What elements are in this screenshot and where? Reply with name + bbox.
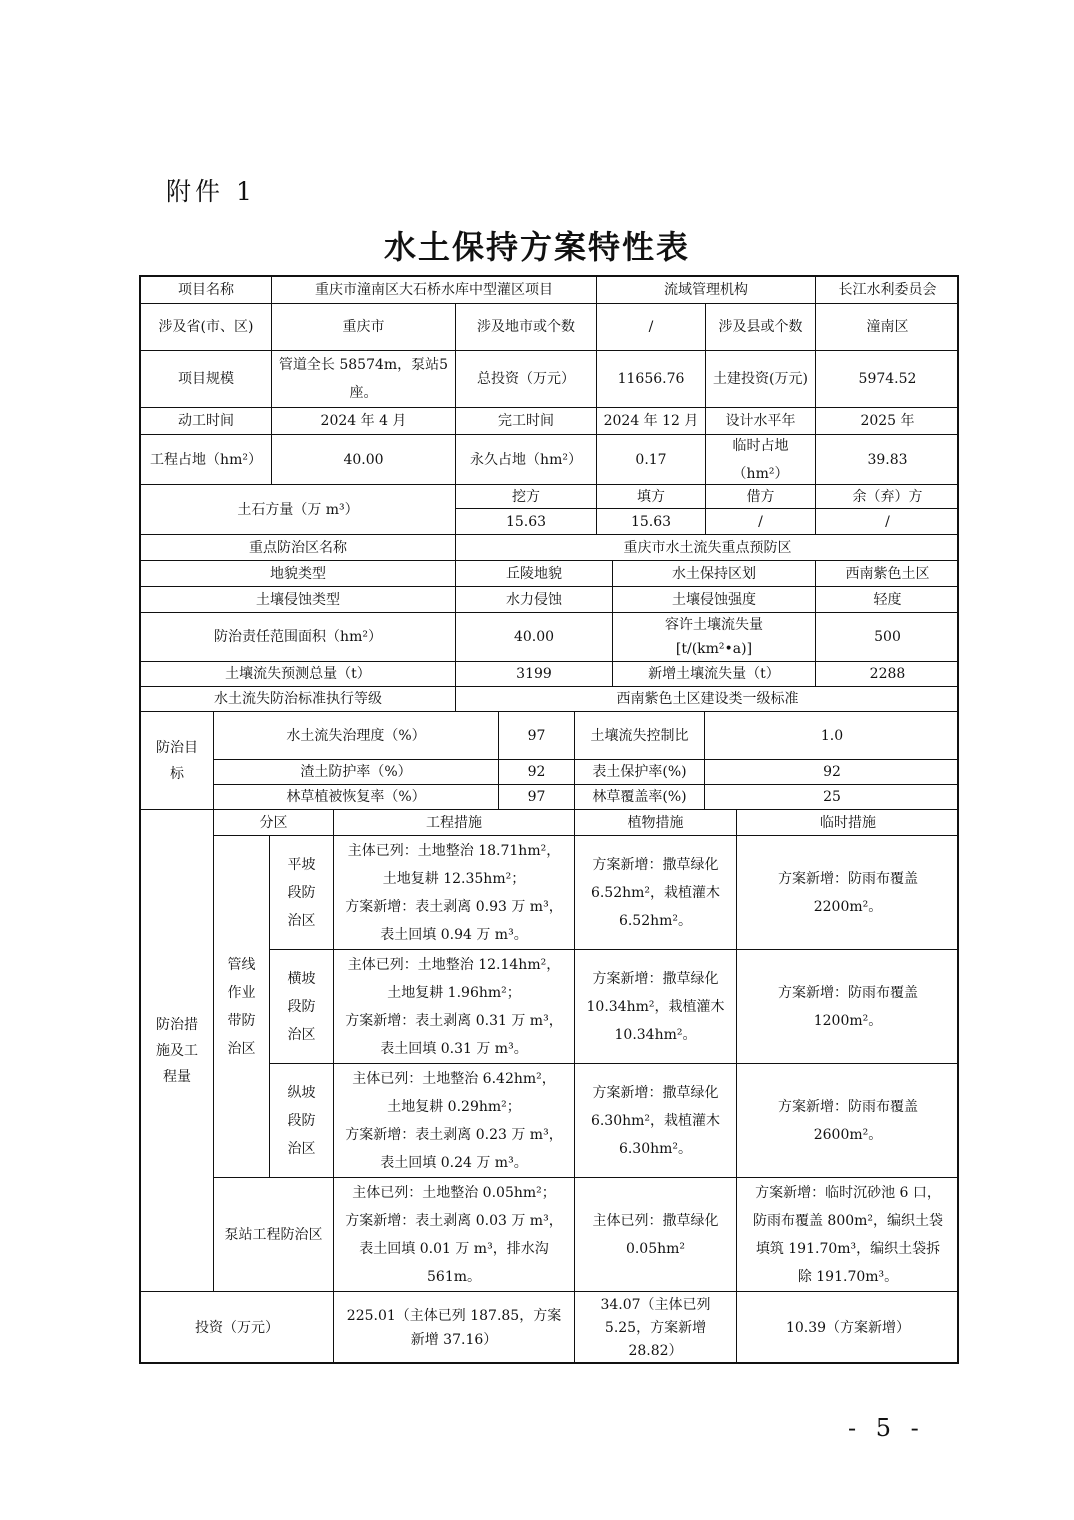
standard: 西南紫色土区建设类一级标准 (456, 687, 959, 712)
total-invest-label: 总投资（万元） (456, 351, 597, 408)
subzone-3-plant-line: 方案新增：撒草绿化 (592, 1084, 719, 1101)
pump-temp-line: 除 191.70m³。 (797, 1268, 899, 1285)
header-zone: 分区 (214, 810, 334, 836)
target-6-value: 25 (705, 785, 959, 810)
invest-temp: 10.39（方案新增） (785, 1320, 911, 1336)
target-5-label: 林草植被恢复率（%） (214, 785, 499, 810)
pipeline-zone-label: 管线作业带防治区 (214, 836, 270, 1178)
subzone-2-eng-line: 主体已列：土地整治 12.14hm²， (347, 956, 561, 973)
subzone-3-plant-line: 6.30hm²。 (618, 1140, 693, 1157)
subzone-3-name: 纵坡段防治区 (270, 1064, 334, 1178)
page-number: - 5 - (848, 1414, 925, 1442)
county: 潼南区 (816, 304, 959, 351)
earth-label: 土石方量（万 m³） (141, 485, 456, 535)
target-1-value: 97 (499, 712, 575, 760)
subzone-1-plant (575, 836, 737, 950)
landform: 丘陵地貌 (456, 561, 613, 587)
header-plant: 植物措施 (575, 810, 737, 836)
erosion-intensity: 轻度 (816, 587, 959, 613)
pump-eng-line: 表土回填 0.01 万 m³，排水沟 (359, 1240, 549, 1257)
subzone-3-temp-line: 2600m²。 (813, 1126, 883, 1143)
civil-invest-label: 土建投资(万元) (706, 351, 816, 408)
table-title: 水土保持方案特性表 (383, 228, 690, 266)
pump-eng-line: 561m。 (427, 1268, 481, 1285)
subzone-1-plant-line: 方案新增：撒草绿化 (592, 856, 719, 873)
perm-land: 0.17 (597, 435, 706, 485)
resp-area: 40.00 (456, 613, 613, 662)
subzone-2-eng-line: 方案新增：表土剥离 0.31 万 m³， (345, 1012, 563, 1029)
predict: 3199 (456, 662, 613, 687)
subzone-2-plant-line: 方案新增：撒草绿化 (592, 970, 719, 987)
subzone-2-eng-line: 土地复耕 1.96hm²； (387, 984, 521, 1001)
spoil: / (816, 509, 959, 535)
resp-area-label: 防治责任范围面积（hm²） (141, 613, 456, 662)
design-year-label: 设计水平年 (706, 408, 816, 435)
allow-loss-label-cell (613, 613, 816, 662)
temp-land: 39.83 (816, 435, 959, 485)
target-3-value: 92 (499, 760, 575, 785)
pump-eng-line: 主体已列：土地整治 0.05hm²； (352, 1184, 556, 1201)
allow-loss-label: 容许土壤流失量 (665, 617, 763, 633)
header-temp: 临时措施 (737, 810, 959, 836)
city-count: / (597, 304, 706, 351)
subzone-1-temp-line: 2200m²。 (813, 898, 883, 915)
province: 重庆市 (272, 304, 456, 351)
erosion-type: 水力侵蚀 (456, 587, 613, 613)
subzone-1-eng-line: 表土回填 0.94 万 m³。 (380, 926, 528, 943)
perm-land-label: 永久占地（hm²） (456, 435, 597, 485)
basin-org: 长江水利委员会 (816, 277, 959, 304)
pump-eng (334, 1178, 575, 1292)
civil-invest: 5974.52 (816, 351, 959, 408)
subzone-2-plant (575, 950, 737, 1064)
total-invest: 11656.76 (597, 351, 706, 408)
subzone-3-eng-line: 土地复耕 0.29hm²； (387, 1098, 521, 1115)
targets-group-label: 防治目标 (141, 712, 214, 810)
measures-group-label: 防治措施及工程量 (141, 810, 214, 1292)
design-year: 2025 年 (816, 408, 959, 435)
cut-label: 挖方 (456, 485, 597, 509)
pump-plant-line: 0.05hm² (625, 1240, 686, 1257)
land: 40.00 (272, 435, 456, 485)
subzone-3-eng (334, 1064, 575, 1178)
scale: 管道全长 58574m，泵站5座。 (272, 351, 456, 408)
target-6-label: 林草覆盖率(%) (575, 785, 705, 810)
pump-eng-line: 方案新增：表土剥离 0.03 万 m³， (345, 1212, 563, 1229)
spoil-label: 余（弃）方 (816, 485, 959, 509)
subzone-1-temp (737, 836, 959, 950)
target-4-value: 92 (705, 760, 959, 785)
pump-temp-line: 防雨布覆盖 800m²，编织土袋 (752, 1212, 944, 1229)
erosion-intensity-label: 土壤侵蚀强度 (613, 587, 816, 613)
end-label: 完工时间 (456, 408, 597, 435)
subzone-1-plant-line: 6.52hm²，栽植灌木 (590, 884, 721, 901)
allow-loss-unit: [t/(km²•a)] (675, 641, 753, 657)
subzone-1-eng (334, 836, 575, 950)
start: 2024 年 4 月 (272, 408, 456, 435)
subzone-3-eng-line: 主体已列：土地整治 6.42hm²， (352, 1070, 556, 1087)
division-label: 水土保持区划 (613, 561, 816, 587)
characteristics-table (139, 275, 959, 1364)
target-2-value: 1.0 (705, 712, 959, 760)
new-loss: 2288 (816, 662, 959, 687)
target-5-value: 97 (499, 785, 575, 810)
invest-label: 投资（万元） (141, 1292, 334, 1364)
subzone-3-eng-line: 方案新增：表土剥离 0.23 万 m³， (345, 1126, 563, 1143)
subzone-3-plant-line: 6.30hm²，栽植灌木 (590, 1112, 721, 1129)
division: 西南紫色土区 (816, 561, 959, 587)
city-count-label: 涉及地市或个数 (456, 304, 597, 351)
subzone-3-temp-line: 方案新增：防雨布覆盖 (778, 1098, 918, 1115)
pump-temp-line: 方案新增：临时沉砂池 6 口， (755, 1184, 941, 1201)
start-label: 动工时间 (141, 408, 272, 435)
land-label: 工程占地（hm²） (141, 435, 272, 485)
pump-temp (737, 1178, 959, 1292)
allow-loss: 500 (816, 613, 959, 662)
subzone-1-temp-line: 方案新增：防雨布覆盖 (778, 870, 918, 887)
project-name-label: 项目名称 (141, 277, 272, 304)
erosion-type-label: 土壤侵蚀类型 (141, 587, 456, 613)
landform-label: 地貌类型 (141, 561, 456, 587)
cut: 15.63 (456, 509, 597, 535)
subzone-2-plant-line: 10.34hm²。 (614, 1026, 697, 1043)
pump-zone-name: 泵站工程防治区 (214, 1178, 334, 1292)
county-label: 涉及县或个数 (706, 304, 816, 351)
new-loss-label: 新增土壤流失量（t） (613, 662, 816, 687)
predict-label: 土壤流失预测总量（t） (141, 662, 456, 687)
invest-plant: 34.07（主体已列 5.25，方案新增 28.82） (575, 1292, 737, 1364)
target-2-label: 土壤流失控制比 (575, 712, 705, 760)
subzone-1-eng-line: 土地复耕 12.35hm²； (382, 870, 526, 887)
header-eng: 工程措施 (334, 810, 575, 836)
target-1-label: 水土流失治理度（%） (214, 712, 499, 760)
province-label: 涉及省(市、区) (141, 304, 272, 351)
attachment-label: 附件 1 (166, 177, 256, 206)
invest-eng: 225.01（主体已列 187.85，方案新增 37.16） (334, 1292, 575, 1364)
subzone-1-eng-line: 方案新增：表土剥离 0.93 万 m³， (345, 898, 563, 915)
key-area-label: 重点防治区名称 (141, 535, 456, 561)
target-3-label: 渣土防护率（%） (214, 760, 499, 785)
subzone-3-eng-line: 表土回填 0.24 万 m³。 (380, 1154, 528, 1171)
subzone-3-plant (575, 1064, 737, 1178)
pump-plant (575, 1178, 737, 1292)
subzone-2-temp (737, 950, 959, 1064)
borrow-label: 借方 (706, 485, 816, 509)
temp-land-label: 临时占地（hm²） (706, 435, 816, 485)
subzone-2-name: 横坡段防治区 (270, 950, 334, 1064)
key-area: 重庆市水土流失重点预防区 (456, 535, 959, 561)
subzone-2-eng (334, 950, 575, 1064)
subzone-2-temp-line: 方案新增：防雨布覆盖 (778, 984, 918, 1001)
borrow: / (706, 509, 816, 535)
project-name: 重庆市潼南区大石桥水库中型灌区项目 (272, 277, 597, 304)
pump-plant-line: 主体已列：撒草绿化 (592, 1212, 719, 1229)
fill-label: 填方 (597, 485, 706, 509)
fill: 15.63 (597, 509, 706, 535)
scale-label: 项目规模 (141, 351, 272, 408)
basin-org-label: 流域管理机构 (597, 277, 816, 304)
subzone-1-plant-line: 6.52hm²。 (618, 912, 693, 929)
end: 2024 年 12 月 (597, 408, 706, 435)
target-4-label: 表土保护率(%) (575, 760, 705, 785)
subzone-1-eng-line: 主体已列：土地整治 18.71hm²， (347, 842, 561, 859)
pump-temp-line: 填筑 191.70m³，编织土袋拆 (755, 1240, 941, 1257)
standard-label: 水土流失防治标准执行等级 (141, 687, 456, 712)
subzone-2-temp-line: 1200m²。 (813, 1012, 883, 1029)
subzone-3-temp (737, 1064, 959, 1178)
subzone-2-plant-line: 10.34hm²，栽植灌木 (586, 998, 725, 1015)
subzone-2-eng-line: 表土回填 0.31 万 m³。 (380, 1040, 528, 1057)
subzone-1-name: 平坡段防治区 (270, 836, 334, 950)
